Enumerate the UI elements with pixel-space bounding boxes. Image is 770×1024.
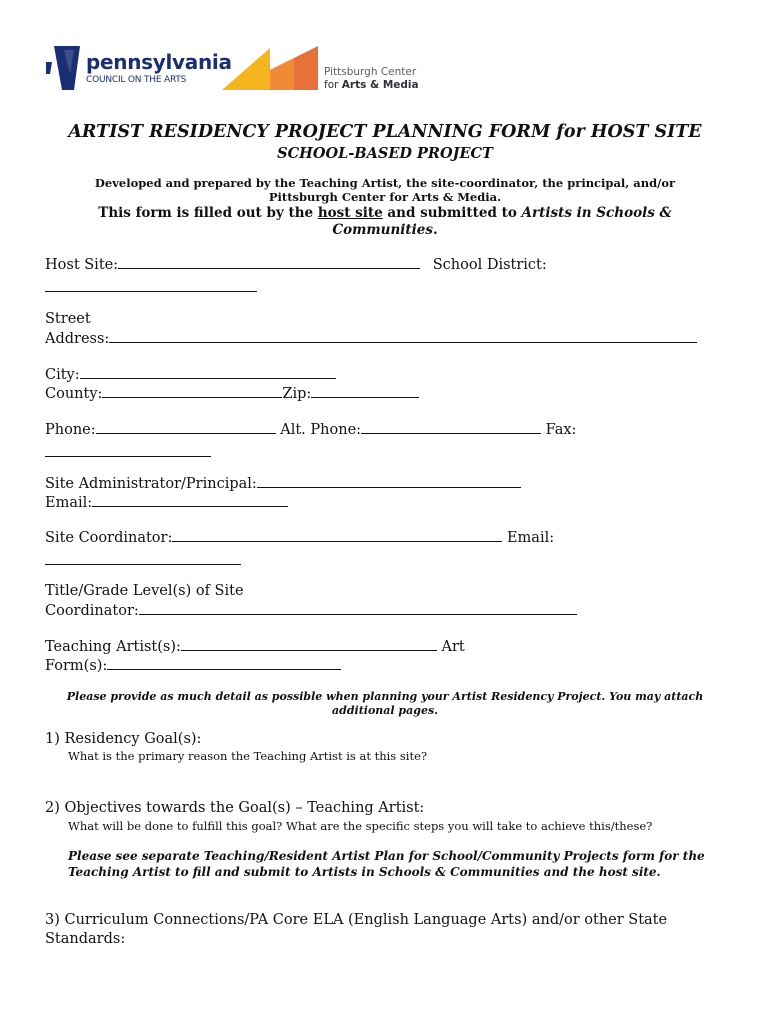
alt-phone-field[interactable] (361, 421, 541, 434)
phone-field[interactable] (96, 421, 276, 434)
pcam-logo-line2-prefix: for (324, 79, 342, 91)
title-grade-field[interactable] (139, 602, 577, 615)
fax-label: Fax: (545, 422, 577, 438)
developed-by-text: Developed and prepared by the Teaching Artist, the site-coordinator, the principal, and/or Pittsburgh Center for Arts & Media. (94, 176, 676, 204)
teaching-artist-label: Teaching Artist(s): (45, 639, 181, 655)
art-form-label: Form(s): (45, 658, 108, 674)
admin-email-row (45, 494, 288, 511)
question-1-hint: What is the primary reason the Teaching Artist is at this site? (68, 749, 428, 763)
pa-keystone-icon (44, 44, 84, 92)
filled-mid: and submitted to (382, 205, 522, 221)
host-site-row (45, 256, 547, 273)
street-label: Street (45, 311, 91, 327)
teaching-artist-field[interactable] (181, 638, 437, 651)
fax-field[interactable] (45, 456, 211, 457)
question-2-hint: What will be done to fulfill this goal? What are the specific steps you will take to achieve this/these? (68, 819, 653, 833)
site-admin-field[interactable] (257, 475, 521, 488)
site-coord-label: Site Coordinator: (45, 530, 173, 546)
city-row (45, 366, 336, 383)
form-subtitle: SCHOOL-BASED PROJECT (277, 145, 493, 162)
address-label: Address: (45, 331, 110, 347)
detail-instructions: Please provide as much detail as possible when planning your Artist Residency Project. You may attach additional pages. (66, 690, 704, 717)
art-label: Art (441, 639, 465, 655)
city-label: City: (45, 367, 80, 383)
admin-email-label: Email: (45, 495, 93, 511)
site-coord-row (45, 529, 554, 546)
zip-label: Zip: (282, 386, 312, 402)
filled-end: . (432, 222, 438, 238)
filled-underline: host site (317, 205, 383, 221)
title-grade-row (45, 602, 577, 619)
county-label: County: (45, 386, 103, 402)
form-title: ARTIST RESIDENCY PROJECT PLANNING FORM for HOST SITE (68, 122, 702, 142)
art-form-field[interactable] (107, 657, 341, 670)
pa-logo-subtitle: COUNCIL ON THE ARTS (86, 75, 187, 85)
pa-council-logo (44, 44, 232, 94)
question-2: 2) Objectives towards the Goal(s) – Teaching Artist: (45, 800, 425, 816)
host-site-label: Host Site: (45, 257, 119, 273)
county-row (45, 385, 419, 402)
pcam-logo-line2-bold: Arts & Media (341, 79, 419, 91)
host-site-field[interactable] (118, 256, 420, 269)
school-district-label: School District: (432, 257, 547, 273)
teaching-artist-row (45, 638, 465, 655)
submission-instructions (0, 205, 770, 239)
art-form-row (45, 657, 341, 674)
title-grade-label-1: Title/Grade Level(s) of Site (45, 583, 244, 599)
site-coord-field[interactable] (172, 529, 502, 542)
admin-email-field[interactable] (92, 494, 288, 507)
coord-email-field[interactable] (45, 564, 241, 565)
site-admin-label: Site Administrator/Principal: (45, 476, 257, 492)
question-1: 1) Residency Goal(s): (45, 731, 202, 747)
county-field[interactable] (102, 385, 282, 398)
phone-label: Phone: (45, 422, 96, 438)
pcam-logo-line1: Pittsburgh Center (324, 66, 417, 78)
zip-field[interactable] (311, 385, 419, 398)
school-district-field[interactable] (45, 291, 257, 292)
address-field[interactable] (109, 330, 697, 343)
site-admin-row (45, 475, 521, 492)
pa-logo-name: pennsylvania (86, 50, 232, 74)
pcam-shapes-icon (222, 44, 322, 92)
address-row (45, 330, 697, 347)
alt-phone-label: Alt. Phone: (280, 422, 362, 438)
title-grade-label-2: Coordinator: (45, 603, 139, 619)
question-3: 3) Curriculum Connections/PA Core ELA (English Language Arts) and/or other State Standards: (45, 912, 668, 947)
header-logos (44, 44, 444, 96)
pcam-logo (222, 44, 422, 94)
pcam-logo-line2 (324, 79, 419, 91)
coord-email-label: Email: (506, 530, 555, 546)
question-2-note: Please see separate Teaching/Resident Artist Plan for School/Community Projects form for the Teaching Artist to fill and submit to Artists in Schools & Communities and the host site. (68, 849, 705, 879)
filled-italic: Artists in Schools & Communities (332, 205, 672, 238)
filled-pre: This form is filled out by the (98, 205, 318, 221)
city-field[interactable] (80, 366, 336, 379)
phone-row (45, 421, 576, 438)
